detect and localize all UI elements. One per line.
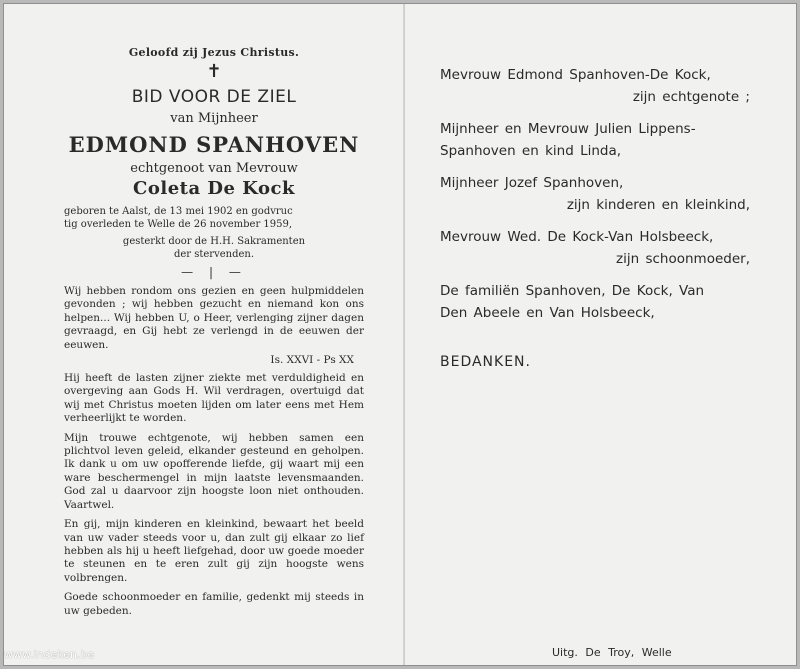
- paragraph-5: Goede schoonmoeder en familie, gedenkt mij steeds in uw gebeden.: [64, 591, 364, 617]
- card-fold: [403, 4, 405, 665]
- separator: — | —: [181, 265, 247, 279]
- heading: BID VOOR DE ZIEL: [131, 87, 297, 107]
- paragraph-1: Wij hebben rondom ons gezien en geen hulpmiddelen gevonden ; wij hebben gezucht en niemand kon ons helpen... Wij hebben U, o Heer, verlenging zijner dagen gevraagd, en Gij hebt ze verlengd in de eeuwen der eeuwen.: [64, 285, 364, 351]
- families: De familiën Spanhoven, De Kock, Van: [440, 283, 705, 299]
- cross-icon: ✝: [206, 61, 222, 82]
- paragraph-3: Mijn trouwe echtgenote, wij hebben samen een plichtvol leven geleid, elkander gesteund en geholpen. Ik dank u om uw opofferende liefde, gij waart mij een ware beschermengel in mijn laatste levensmaanden. God zal u daarvoor zijn hoogste loon niet onthouden. Vaartwel.: [64, 431, 364, 511]
- spouse-name: Coleta De Kock: [133, 178, 295, 199]
- death-line: tig overleden te Welle de 26 november 1959,: [64, 219, 293, 230]
- mourner-3: Mijnheer Jozef Spanhoven,: [440, 175, 624, 191]
- right-panel: [440, 64, 760, 370]
- birth-death-text: [64, 205, 364, 231]
- mourner-2: Mijnheer en Mevrouw Julien Lippens-: [440, 121, 696, 137]
- mourner-4: Mevrouw Wed. De Kock-Van Holsbeeck,: [440, 229, 714, 245]
- spouse-intro: echtgenoot van Mevrouw: [130, 161, 298, 176]
- paragraph-2: Hij heeft de lasten zijner ziekte met verduldigheid en overgeving aan Gods H. Wil verdragen, overtuigd dat wij met Christus moeten lijden om later eens met Hem verheerlijkt te worden.: [64, 372, 364, 425]
- mourner-1-relation: zijn echtgenote ;: [632, 89, 750, 105]
- van-text: van Mijnheer: [170, 111, 258, 126]
- mourner-2-cont: Spanhoven en kind Linda,: [440, 143, 622, 159]
- mourner-3-relation: zijn kinderen en kleinkind,: [566, 197, 750, 213]
- citation: Is. XXVI - Ps XX: [270, 354, 354, 367]
- sacraments-text: [64, 235, 364, 261]
- thanks: BEDANKEN.: [440, 354, 531, 370]
- sacraments-line-2: der stervenden.: [173, 249, 255, 260]
- left-panel: [64, 42, 364, 618]
- printer-credit: Uitg. De Troy, Welle: [552, 646, 672, 659]
- sacraments-line-1: gesterkt door de H.H. Sakramenten: [122, 236, 306, 247]
- deceased-name: EDMOND SPANHOVEN: [68, 132, 360, 157]
- mourner-1: Mevrouw Edmond Spanhoven-De Kock,: [440, 67, 711, 83]
- watermark: www.indeken.be: [4, 648, 95, 661]
- memorial-card: [3, 3, 797, 666]
- families-cont: Den Abeele en Van Holsbeeck,: [440, 305, 655, 321]
- paragraph-4: En gij, mijn kinderen en kleinkind, bewaart het beeld van uw vader steeds voor u, dan zult gij elkaar zo lief hebben als hij u heeft liefgehad, door uw goede moeder te steunen en te eren zult gij zijn hoogste wens volbrengen.: [64, 518, 364, 584]
- motto: Geloofd zij Jezus Christus.: [128, 46, 300, 59]
- birth-line: geboren te Aalst, de 13 mei 1902 en godvruc: [64, 206, 293, 217]
- mourner-4-relation: zijn schoonmoeder,: [616, 251, 750, 267]
